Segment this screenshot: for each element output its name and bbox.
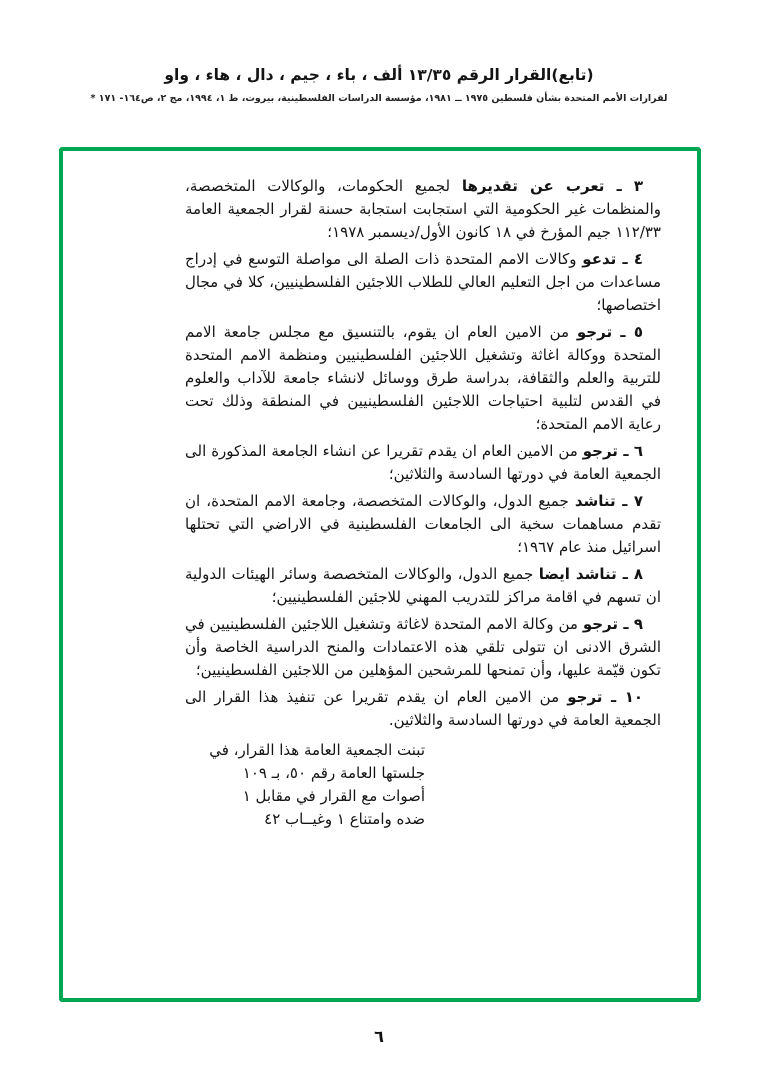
body-paragraph-8 — [185, 563, 661, 609]
document-title: (تابع)القرار الرقم ١٣/٣٥ ألف ، باء ، جيم ، دال ، هاء ، واو — [164, 66, 594, 84]
body-paragraph-9 — [185, 613, 661, 682]
paragraph-text: وكالات الامم المتحدة ذات الصلة الى مواصلة التوسع في إدراج مساعدات من اجل التعليم العالي للطلاب اللاجئين الفلسطينيين، كلا في مجال اختصاصها؛ — [185, 250, 661, 314]
body-paragraph-3 — [185, 175, 661, 244]
paragraph-text: من وكالة الامم المتحدة لاغاثة وتشغيل اللاجئين الفلسطينيين في الشرق الادنى ان تتولى تلقي هذه الاعتمادات والمنح الدراسية الخاصة وأن تكون قيّمة عليها، وأن تمنحها للمرشحين المؤهلين من اللاجئين الفلسطينيين؛ — [185, 615, 661, 679]
paragraph-text: من الامين العام ان يقدم تقريرا عن تنفيذ هذا القرار الى الجمعية العامة في دورتها السادسة والثلاثين. — [185, 688, 661, 729]
adoption-line: ضده وامتناع ١ وغيــاب ٤٢ — [264, 810, 425, 828]
body-paragraph-7 — [185, 490, 661, 559]
paragraph-lead: ٩ ـ ترجو — [582, 615, 643, 633]
adoption-line: تبنت الجمعية العامة هذا القرار، في — [209, 741, 425, 759]
body-paragraph-5 — [185, 321, 661, 436]
adoption-note — [185, 739, 425, 831]
paragraph-lead: ١٠ ـ ترجو — [567, 688, 643, 706]
body-paragraph-6 — [185, 440, 661, 486]
page-footer — [0, 1027, 758, 1046]
body-paragraph-4 — [185, 248, 661, 317]
paragraph-lead: ٥ ـ ترجو — [576, 323, 643, 341]
content-frame — [59, 147, 701, 1002]
paragraph-lead: ٧ ـ تناشد — [574, 492, 644, 510]
document-header — [0, 66, 758, 104]
body-paragraph-10 — [185, 686, 661, 732]
paragraph-lead: ٣ ـ تعرب عن تقديرها — [461, 177, 643, 195]
paragraph-lead: ٨ ـ تناشد ايضا — [538, 565, 643, 583]
paragraph-text: لجميع الحكومات، والوكالات المتخصصة، والمنظمات غير الحكومية التي استجابت استجابة حسنة لقرار الجمعية العامة ١١٢/٣٣ جيم المؤرخ في ١٨ كانون الأول/ديسمبر ١٩٧٨؛ — [185, 177, 661, 241]
paragraph-text: من الامين العام ان يقدم تقريرا عن انشاء الجامعة المذكورة الى الجمعية العامة في دورتها السادسة والثلاثين؛ — [185, 442, 661, 483]
paragraph-lead: ٤ ـ تدعو — [582, 250, 643, 268]
citation-line: لقرارات الأمم المتحدة بشأن فلسطين ١٩٧٥ ــ ١٩٨١، مؤسسة الدراسات الفلسطينية، بيروت، ط ١، ١٩٩٤، مج ٢، ص١٦٤- ١٧١ * — [90, 93, 668, 104]
paragraph-text: جميع الدول، والوكالات المتخصصة وسائر الهيئات الدولية ان تسهم في اقامة مراكز للتدريب المهني للاجئين الفلسطينيين؛ — [185, 565, 661, 606]
paragraph-text: جميع الدول، والوكالات المتخصصة، وجامعة الامم المتحدة، ان تقدم مساهمات سخية الى الجامعات الفلسطينية في الاراضي التي تحتلها اسرائيل منذ عام ١٩٦٧؛ — [185, 492, 661, 556]
adoption-line: أصوات مع القرار في مقابل ١ — [242, 787, 425, 805]
adoption-line: جلستها العامة رقم ٥٠، بـ ١٠٩ — [242, 764, 425, 782]
paragraph-lead: ٦ ـ ترجو — [582, 442, 644, 460]
page-number: ٦ — [374, 1027, 384, 1046]
paragraph-text: من الامين العام ان يقوم، بالتنسيق مع مجلس جامعة الامم المتحدة ووكالة اغاثة وتشغيل اللاجئين الفلسطينيين ومنظمة الامم المتحدة للتربية والعلم والثقافة، بدراسة طرق ووسائل لانشاء جامعة للآداب والعلوم في القدس لتلبية احتياجات اللاجئين الفلسطينيين في المنطقة وذلك تحت رعاية الامم المتحدة؛ — [185, 323, 661, 433]
resolution-body — [63, 151, 697, 831]
